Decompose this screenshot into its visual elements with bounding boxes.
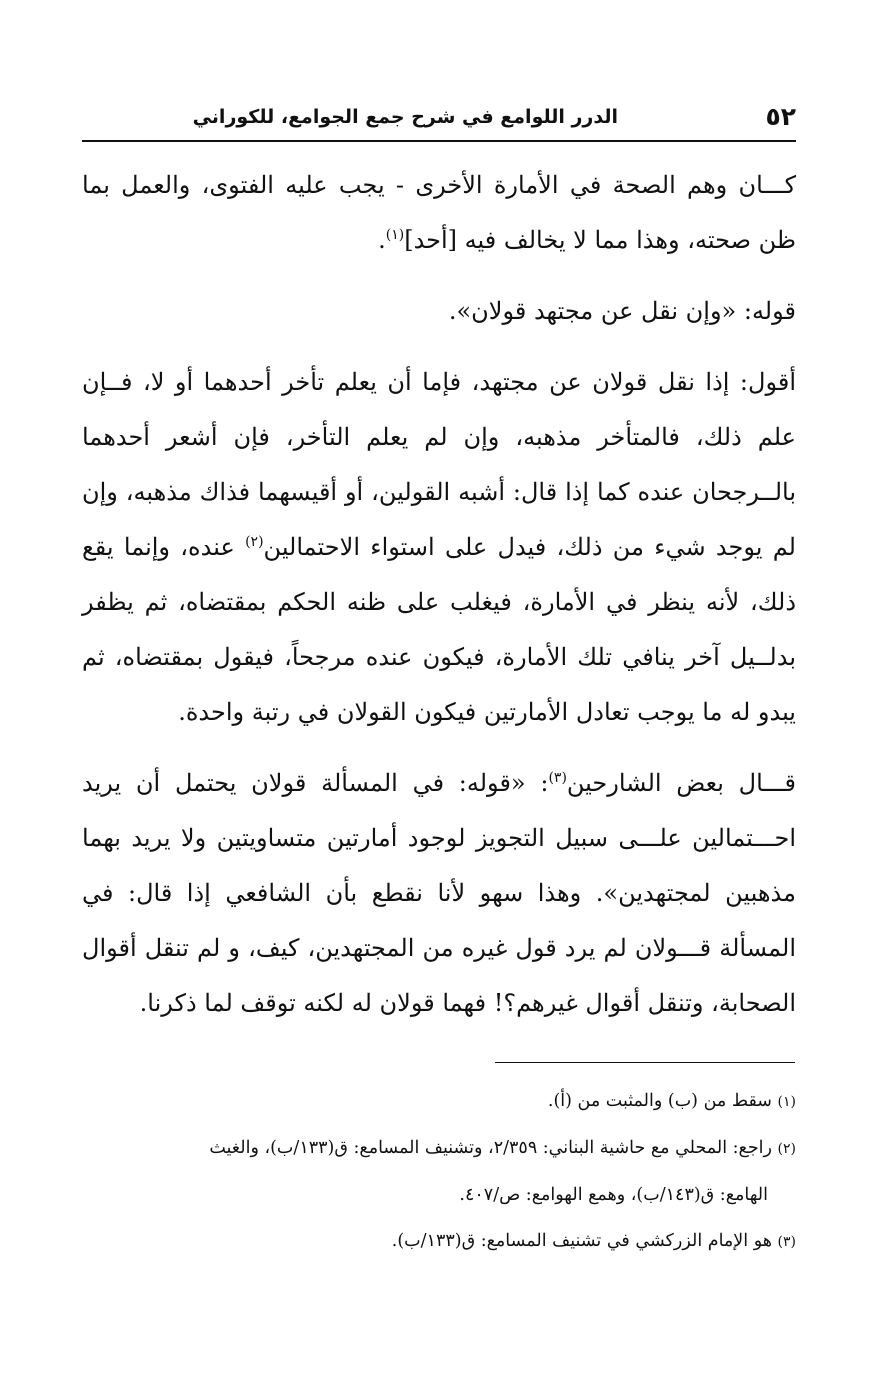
paragraph-4-text-b: : «قوله: في المسألة قولان يحتمل أن يريد احـــتمالين علـــى سبيل التجويز لوجود أمارتين متساويتين ولا يريد بهما مذهبين لمجتهدين». وهذا سهو لأنا نقطع بأن الشافعي إذا قال: في المسألة قـــولان لم يرد قول غيره من المجتهدين، كيف، و لم تنقل أقوال الصحابة، وتنقل أقوال غيرهم؟! فهما قولان له لكنه توقف لما ذكرنا. bbox=[82, 769, 796, 1017]
footnote-ref-1: (١) bbox=[385, 227, 405, 243]
footnote-separator bbox=[495, 1062, 795, 1063]
paragraph-3 bbox=[82, 355, 796, 740]
paragraph-1-text: كـــان وهم الصحة في الأمارة الأخرى - يجب عليه الفتوى، والعمل بما ظن صحته، وهذا مما لا يخالف فيه [أحد] bbox=[82, 171, 796, 254]
main-text bbox=[82, 158, 796, 1031]
paragraph-2: قوله: «وإن نقل عن مجتهد قولان». bbox=[448, 297, 796, 325]
running-header bbox=[82, 100, 796, 142]
paragraph-3-text-b: عنده، وإنما يقع ذلك، لأنه ينظر في الأمارة، فيغلب على ظنه الحكم بمقتضاه، ثم يظفر بدلــيل آخر ينافي تلك الأمارة، فيكون عنده مرجحاً، فيقول بمقتضاه، ثم يبدو له ما يوجب تعادل الأمارتين فيكون القولان في رتبة واحدة. bbox=[82, 533, 797, 726]
footnote-2-continuation: الهامع: ق(١٤٣/ب)، وهمع الهوامع: ص/٤٠٧. bbox=[459, 1185, 768, 1205]
footnote-number: (١) bbox=[777, 1094, 796, 1110]
paragraph-4-text-a: قـــال بعض الشارحين bbox=[566, 769, 796, 797]
footnote-text: راجع: المحلي مع حاشية البناني: ٢/٣٥٩، وتشنيف المسامع: ق(١٣٣/ب)، والغيث bbox=[209, 1138, 778, 1158]
footnote-ref-2: (٢) bbox=[245, 534, 264, 550]
paragraph-1 bbox=[82, 158, 796, 268]
book-title: الدرر اللوامع في شرح جمع الجوامع، للكوراني bbox=[192, 106, 618, 128]
footnote-number: (٢) bbox=[777, 1141, 796, 1157]
paragraph-4 bbox=[82, 756, 796, 1031]
page-number: ٥٢ bbox=[765, 102, 796, 131]
footnotes bbox=[82, 1078, 796, 1265]
footnote-number: (٣) bbox=[777, 1234, 796, 1250]
footnote-2 bbox=[82, 1125, 796, 1172]
paragraph-3-text-a: أقول: إذا نقل قولان عن مجتهد، فإما أن يعلم تأخر أحدهما أو لا، فــإن علم ذلك، فالمتأخر مذهبه، وإن لم يعلم التأخر، فإن أشعر أحدهما بالــرجحان عنده كما إذا قال: أشبه القولين، أو أقيسهما فذاك مذهبه، وإن لم يوجد شيء من ذلك، فيدل على استواء الاحتمالين bbox=[82, 368, 796, 561]
paragraph-1-end: . bbox=[378, 226, 386, 254]
footnote-text: سقط من (ب) والمثبت من (أ). bbox=[547, 1091, 778, 1111]
footnote-text: هو الإمام الزركشي في تشنيف المسامع: ق(١٣٣/ب). bbox=[391, 1231, 778, 1251]
footnote-1 bbox=[82, 1078, 796, 1125]
footnote-ref-3: (٣) bbox=[548, 770, 567, 786]
footnote-3 bbox=[82, 1218, 796, 1265]
